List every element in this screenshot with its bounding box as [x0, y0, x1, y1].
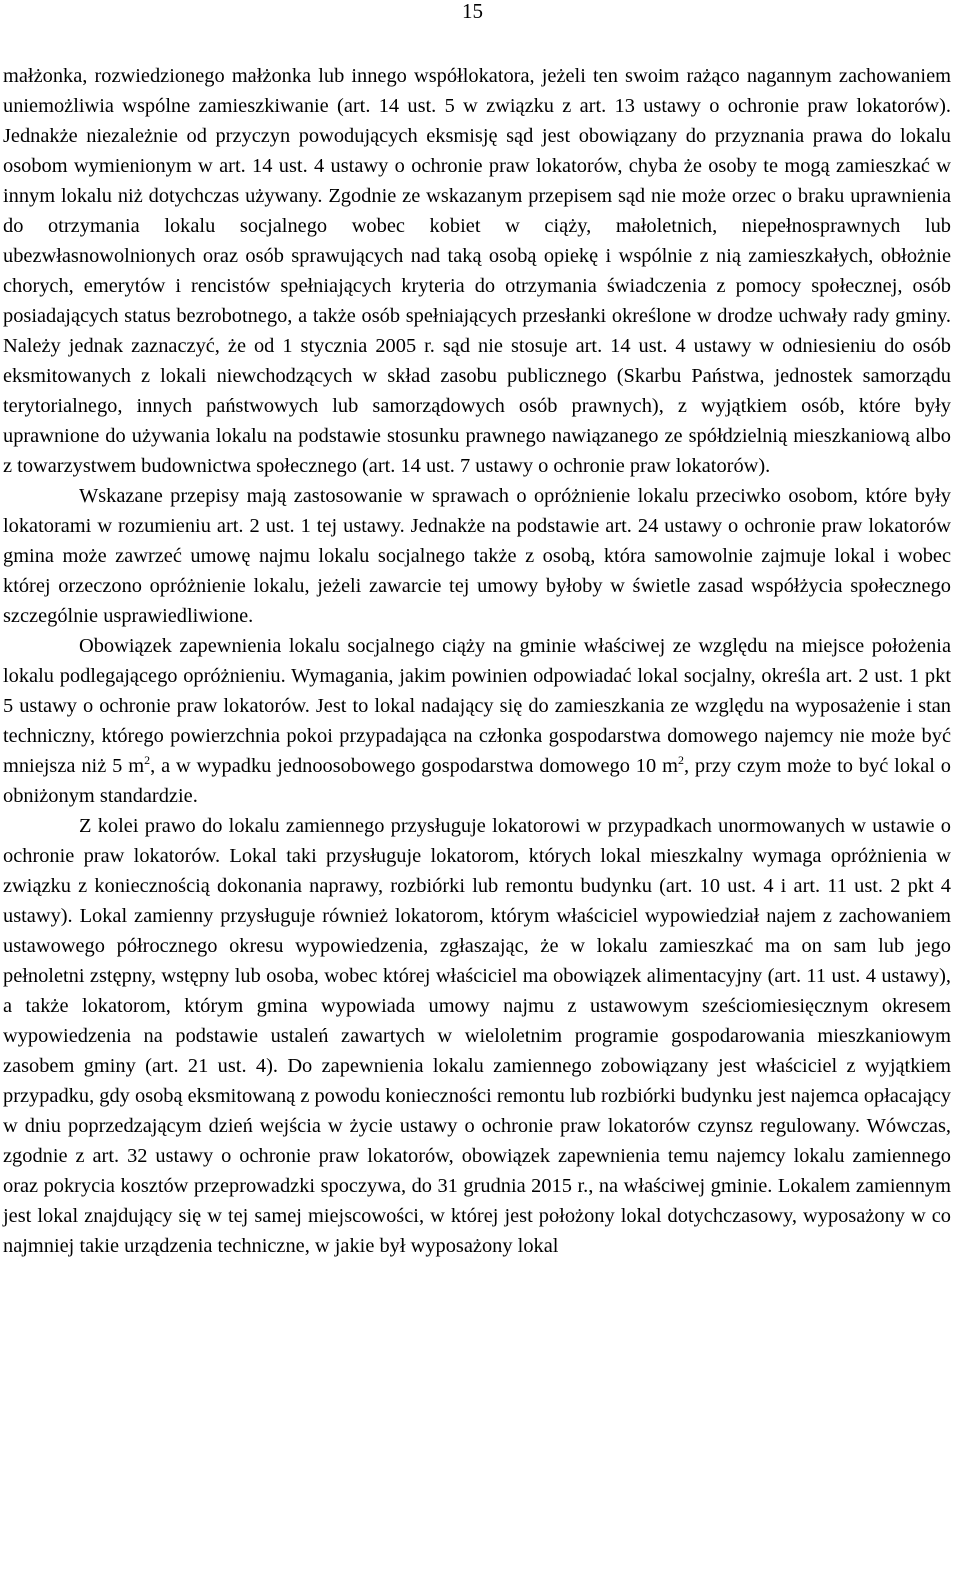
paragraph-1: [3, 61, 951, 481]
document-body: [3, 61, 951, 1261]
paragraph-text: Wskazane przepisy mają zastosowanie w sprawach o opróżnienie lokalu przeciwko osobom, które były lokatorami w rozumieniu art. 2 ust. 1 tej ustawy. Jednakże na podstawie art. 24 ustawy o ochronie praw lokatorów gmina może zawrzeć umowę najmu lokalu socjalnego także z osobą, która samowolnie zajmuje lokal i wobec której orzeczono opróżnienie lokalu, jeżeli zawarcie tej umowy byłoby w świetle zasad współżycia społecznego szczególnie usprawiedliwione.: [3, 485, 951, 627]
paragraph-2: [3, 481, 951, 631]
paragraph-text: , a w wypadku jednoosobowego gospodarstwa domowego 10 m: [150, 755, 678, 777]
superscript: 2: [677, 753, 684, 767]
page-number: 15: [462, 0, 483, 23]
paragraph-4: [3, 811, 951, 1261]
paragraph-text: Obowiązek zapewnienia lokalu socjalnego ciąży na gminie właściwej ze względu na miejsce położenia lokalu podlegającego opróżnieniu. Wymagania, jakim powinien odpowiadać lokal socjalny, określa art. 2 ust. 1 pkt 5 ustawy o ochronie praw lokatorów. Jest to lokal nadający się do zamieszkania ze względu na wyposażenie i stan techniczny, którego powierzchnia pokoi przypadająca na członka gospodarstwa domowego najemcy nie może być mniejsza niż 5 m: [3, 635, 951, 777]
paragraph-3: [3, 631, 951, 811]
superscript: 2: [144, 753, 151, 767]
paragraph-text: Z kolei prawo do lokalu zamiennego przysługuje lokatorowi w przypadkach unormowanych w ustawie o ochronie praw lokatorów. Lokal taki przysługuje lokatorom, których lokal mieszkalny wymaga opróżnienia w związku z koniecznością dokonania naprawy, rozbiórki lub remontu budynku (art. 10 ust. 4 i art. 11 ust. 2 pkt 4 ustawy). Lokal zamienny przysługuje również lokatorom, którym właściciel wypowiedział najem z zachowaniem ustawowego półrocznego okresu wypowiedzenia, zgłaszając, że w lokalu zamieszkać ma on sam lub jego pełnoletni zstępny, wstępny lub osoba, wobec której właściciel ma obowiązek alimentacyjny (art. 11 ust. 4 ustawy), a także lokatorom, którym gmina wypowiada umowy najmu z ustawowym sześciomiesięcznym okresem wypowiedzenia na podstawie ustaleń zawartych w wieloletnim programie gospodarowania mieszkaniowym zasobem gminy (art. 21 ust. 4). Do zapewnienia lokalu zamiennego zobowiązany jest właściciel z wyjątkiem przypadku, gdy osobą eksmitowaną z powodu konieczności remontu lub rozbiórki budynku jest najemca opłacający w dniu poprzedzającym dzień wejścia w życie ustawy o ochronie praw lokatorów czynsz regulowany. Wówczas, zgodnie z art. 32 ustawy o ochronie praw lokatorów, obowiązek zapewnienia temu najemcy lokalu zamiennego oraz pokrycia kosztów przeprowadzki spoczywa, do 31 grudnia 2015 r., na właściwej gminie. Lokalem zamiennym jest lokal znajdujący się w tej samej miejscowości, w której jest położony lokal dotychczasowy, wyposażony w co najmniej takie urządzenia techniczne, w jakie był wyposażony lokal: [3, 815, 951, 1257]
paragraph-text: małżonka, rozwiedzionego małżonka lub innego współlokatora, jeżeli ten swoim rażąco nagannym zachowaniem uniemożliwia wspólne zamieszkiwanie (art. 14 ust. 5 w związku z art. 13 ustawy o ochronie praw lokatorów). Jednakże niezależnie od przyczyn powodujących eksmisję sąd jest obowiązany do przyznania prawa do lokalu osobom wymienionym w art. 14 ust. 4 ustawy o ochronie praw lokatorów, chyba że osoby te mogą zamieszkać w innym lokalu niż dotychczas używany. Zgodnie ze wskazanym przepisem sąd nie może orzec o braku uprawnienia do otrzymania lokalu socjalnego wobec kobiet w ciąży, małoletnich, niepełnosprawnych lub ubezwłasnowolnionych oraz osób sprawujących nad taką osobą opiekę i wspólnie z nią zamieszkałych, obłożnie chorych, emerytów i rencistów spełniających kryteria do otrzymania świadczenia z pomocy społecznej, osób posiadających status bezrobotnego, a także osób spełniających przesłanki określone w drodze uchwały rady gminy. Należy jednak zaznaczyć, że od 1 stycznia 2005 r. sąd nie stosuje art. 14 ust. 4 ustawy w odniesieniu do osób eksmitowanych z lokali niewchodzących w skład zasobu publicznego (Skarbu Państwa, jednostek samorządu terytorialnego, innych państwowych lub samorządowych osób prawnych), z wyjątkiem osób, które były uprawnione do używania lokalu na podstawie stosunku prawnego nawiązanego ze spółdzielnią mieszkaniową albo z towarzystwem budownictwa społecznego (art. 14 ust. 7 ustawy o ochronie praw lokatorów).: [3, 65, 951, 477]
paragraph-text: , przy czym może to być lokal o obniżonym standardzie.: [3, 755, 952, 807]
